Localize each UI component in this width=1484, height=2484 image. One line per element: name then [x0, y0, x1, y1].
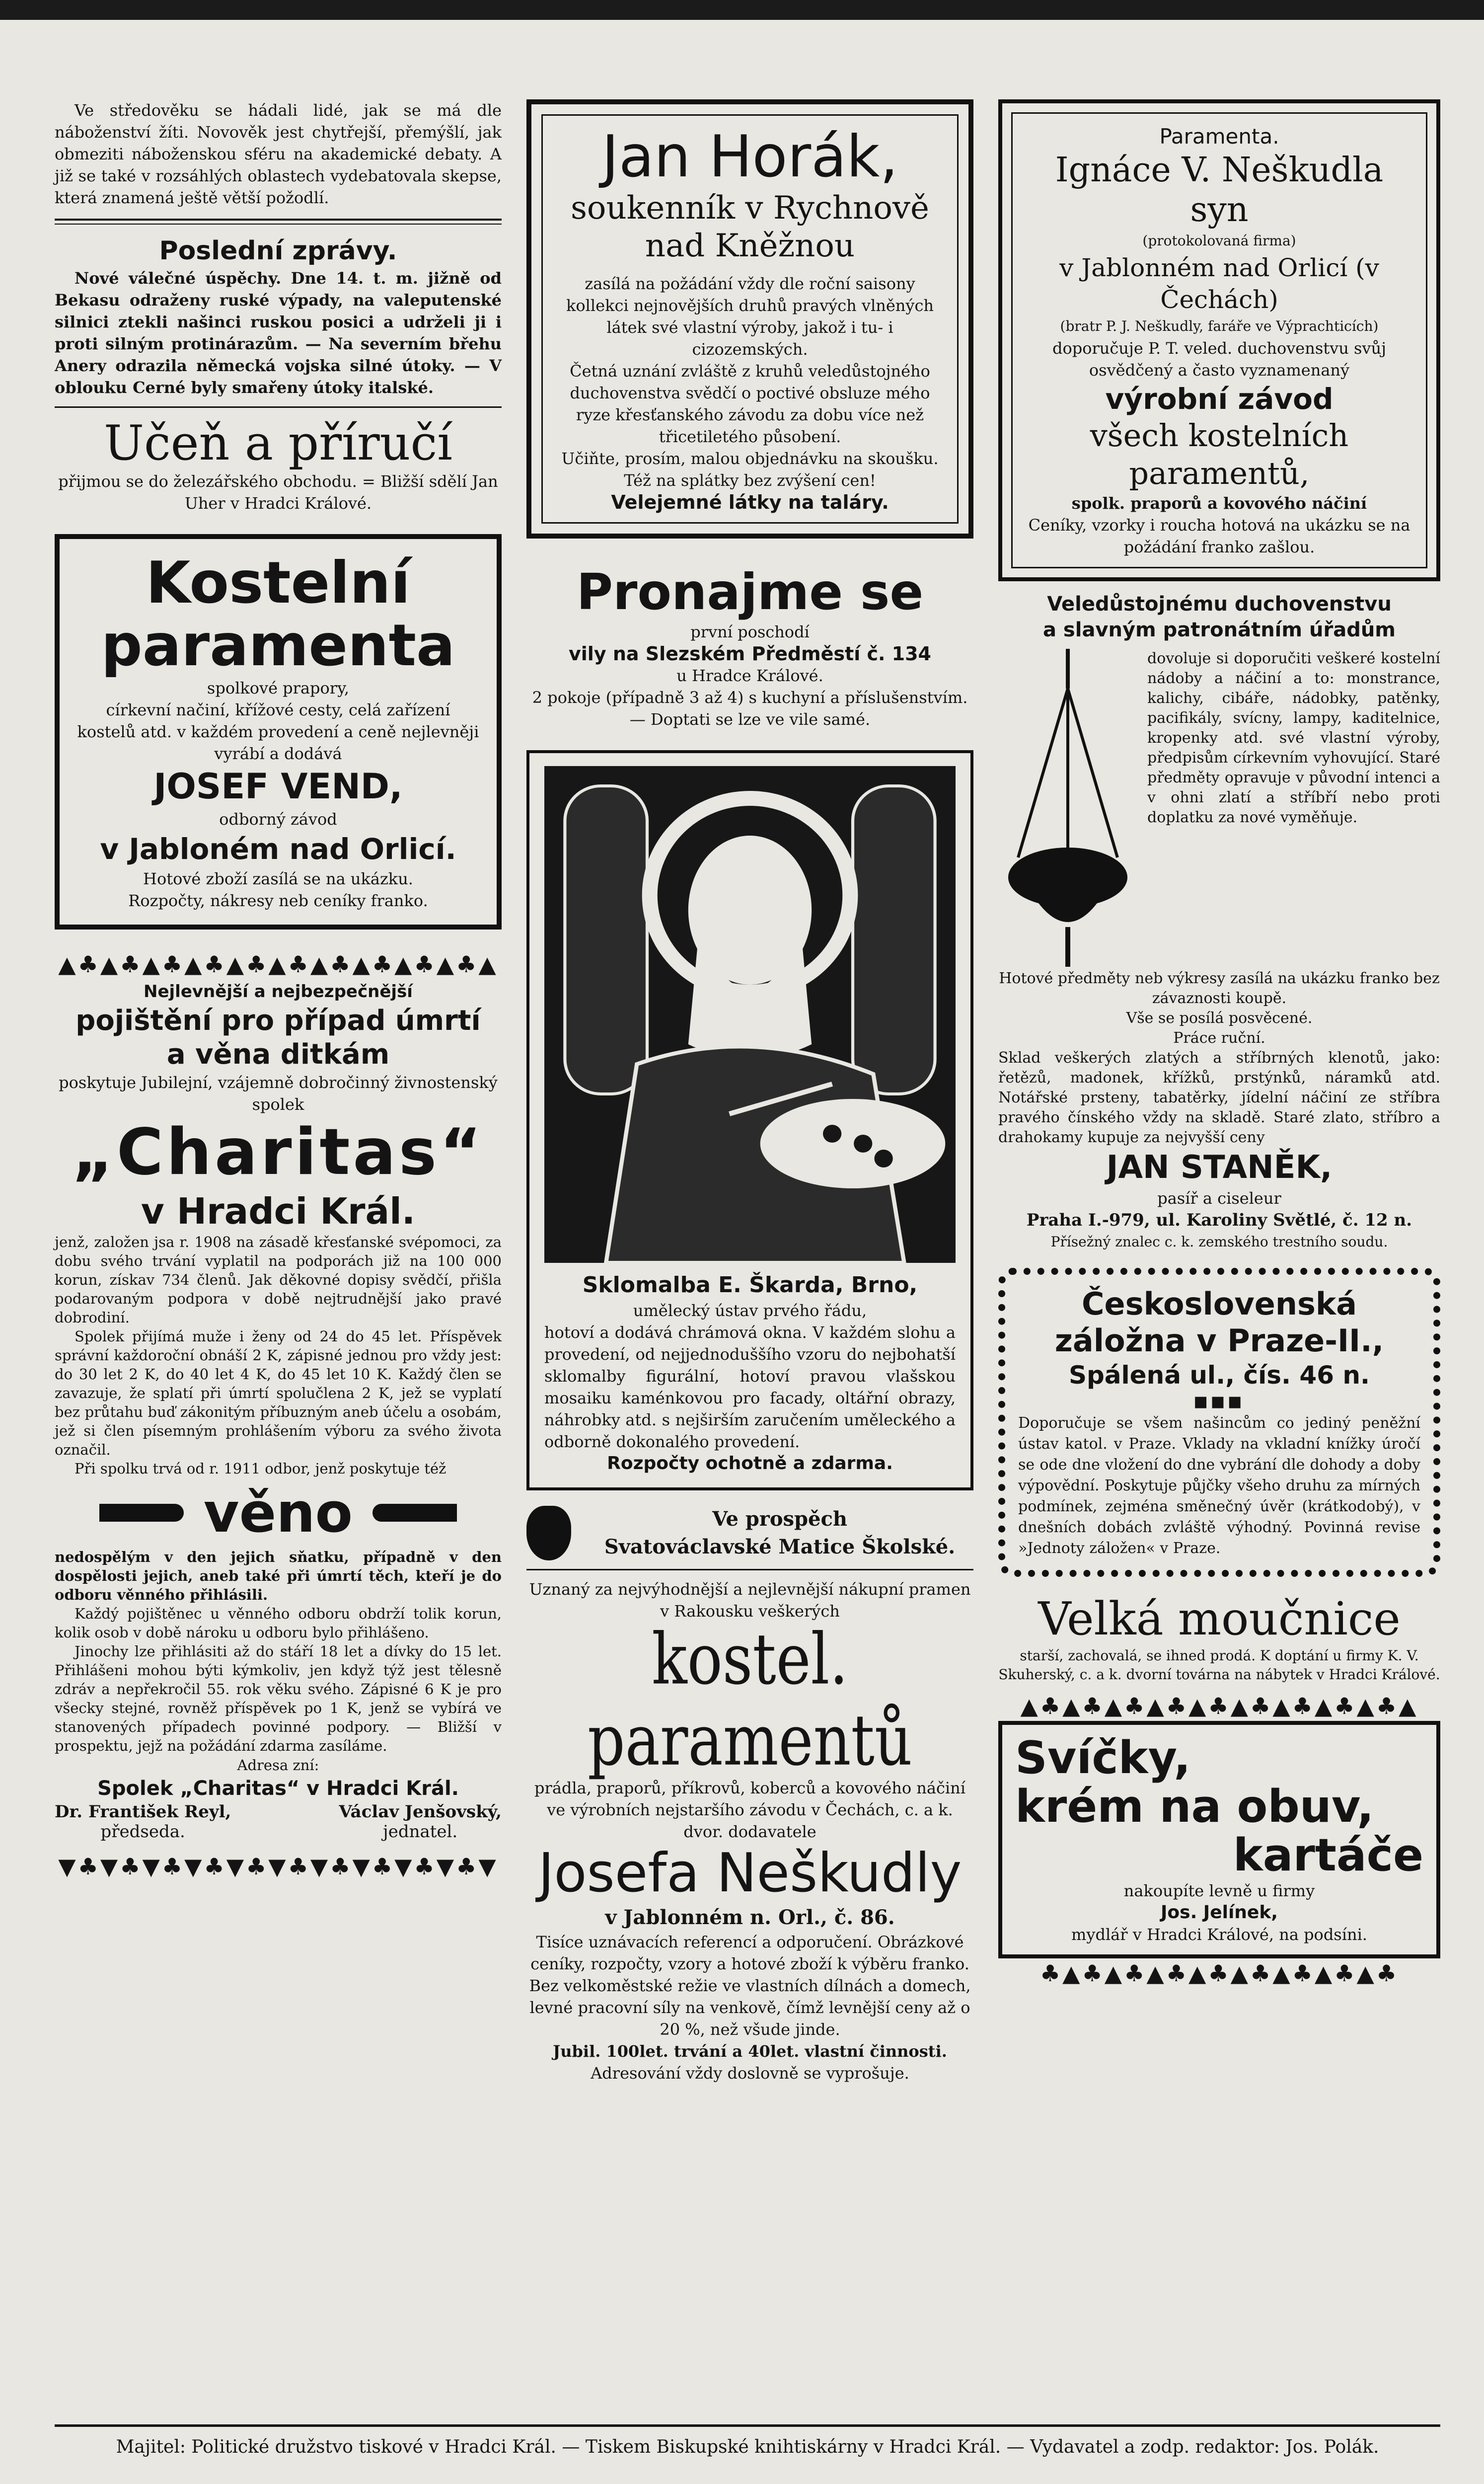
- stanek-text-4: Práce ruční.: [1173, 1029, 1265, 1047]
- vend-firm: odborný závod: [219, 810, 337, 829]
- zalozna-line-2: záložna v Praze-II.,: [1054, 1322, 1384, 1359]
- paramenta-big-2: všech kostelních paramentů,: [1090, 417, 1349, 491]
- neskudla-name: Josefa Neškudly: [538, 1842, 962, 1904]
- zalozna-advert: [998, 1268, 1440, 1577]
- horak-name: Jan Horák,: [601, 123, 898, 190]
- divider: [55, 219, 502, 225]
- charitas-body-1: jenž, založen jsa r. 1908 na zásadě křesťanské svépomoci, za dobu svého trvání vyplatil na podporách již na 100 000 korun, získav 734 členů. Jak děkovné dopisy svědčí, přišla podarovaným podpora v době nejtrudnější jako pravé dobrodiní.: [55, 1234, 502, 1326]
- charitas-provides: poskytuje Jubilejní, vzájemně dobročinný živnostenský spolek: [59, 1073, 498, 1114]
- charitas-body-4: nedospělým v den jejich sňatku, případně v den dospělosti jejich, aneb také při úmrtí těch, kteří je do odboru věnného přihlásili.: [55, 1549, 502, 1603]
- zalozna-line-3: Spálená ul., čís. 46 n.: [1069, 1361, 1370, 1390]
- zalozna-line-1: Československá: [1082, 1286, 1357, 1322]
- glass-advert: [526, 750, 973, 1490]
- paramenta-reg: (protokolovaná firma): [1142, 233, 1296, 249]
- top-border: [0, 0, 1484, 20]
- vend-line-3: Hotové zboží zasílá se na ukázku.: [143, 869, 413, 888]
- glass-text-3: Rozpočty ochotně a zdarma.: [607, 1453, 893, 1474]
- matice-line-2: Svatováclavské Matice Školské.: [604, 1535, 956, 1558]
- stanek-text-3: Vše se posílá posvěcené.: [1126, 1009, 1313, 1027]
- stanek-text-2: Hotové předměty neb výkresy zasílá na ukázku franko bez závaznosti koupě.: [999, 970, 1440, 1007]
- vend-title-1: Kostelní: [146, 549, 411, 617]
- neskudla-intro: Uznaný za nejvýhodnější a nejlevnější nákupní pramen v Rakousku veškerých: [529, 1580, 971, 1621]
- vend-line-1: spolkové prapory,: [207, 679, 350, 698]
- paramenta-advert: [998, 99, 1440, 581]
- signature-chair: Dr. František Reyl,: [55, 1802, 231, 1822]
- stained-glass-illustration: [544, 766, 956, 1263]
- charitas-sub-1: pojištění pro případ úmrtí: [75, 1005, 481, 1037]
- neskudla-text-1: prádla, praporů, příkrovů, koberců a kovového náčiní ve výrobních nejstaršího závodu v Čechách, c. a k. dvor. dodavatele: [534, 1779, 965, 1841]
- column-right: [998, 99, 1440, 1988]
- horak-text-1: zasílá na požádání vždy dle roční saisony kollekci nejnovějších druhů pravých vlněných látek své vlastní výroby, jakož i tu- i cizozemských.: [566, 274, 934, 359]
- jelinek-name: Jos. Jelínek,: [1161, 1902, 1278, 1923]
- charitas-body-6: Jinochy lze přihlásiti až do stáří 18 let a dívky do 15 let. Přihlášeni mohou býti kýmkoliv, jen když týž jest tělesně zdráv a nepřekročil 55. rok věku svého. Zápisné 6 K je pro všecky stejné, rovněž příspěvek po 1 K, jenž se vybírá ve stanovených případech povinné podpory. — Bližší v prospektu, jejž na požádání zdarma zasíláme.: [55, 1643, 502, 1754]
- divider: [55, 406, 502, 408]
- eagle-emblem-icon: [526, 1506, 571, 1560]
- stanek-head-2: a slavným patronátním úřadům: [1043, 619, 1396, 641]
- zalozna-text: Doporučuje se všem našincům co jediný peněžní ústav katol. v Praze. Vklady na vkladní knížky úročí se ode dne vložení do dne vybrání dle dohody a doby výpovědní. Poskytuje půjčky všeho druhu za mírných podmínek, zejména směnečný úvěr (krátkodobý), v dnešních dobách zvláště výhodný. Povinná revise »Jednoty záložen« v Praze.: [1018, 1414, 1420, 1557]
- imprint-footer: Majitel: Politické družstvo tiskové v Hradci Král. — Tiskem Biskupské knihtiskárny v Hradci Král. — Vydavatel a zodp. redaktor: Jos. Polák.: [55, 2424, 1440, 2457]
- moucnice-advert: [998, 1592, 1440, 1684]
- stanek-address: Praha I.-979, ul. Karoliny Světlé, č. 12 n.: [1026, 1210, 1412, 1230]
- neskudla-place: v Jablonném n. Orl., č. 86.: [605, 1906, 895, 1929]
- veno-heading: [55, 1483, 502, 1543]
- jelinek-text-1: nakoupíte levně u firmy: [1123, 1881, 1315, 1900]
- news-text: Nové válečné úspěchy. Dne 14. t. m. jižně od Bekasu odraženy ruské výpady, na valeputenské silnici ztekli našinci ruskou posici a udrželi ji i proti silným protinárazům. — Na severním břehu Anery odrazila německá vojska silné útoky. — V oblouku Cerné byly smařeny útoky italské.: [55, 269, 502, 397]
- jelinek-line-1: Svíčky,: [1015, 1732, 1191, 1784]
- signature-chair-role: předseda.: [100, 1822, 185, 1842]
- charitas-body-3: Při spolku trvá od r. 1911 odbor, jenž poskytuje též: [74, 1460, 446, 1477]
- ornament-row: ▼♣▼♣▼♣▼♣▼♣▼♣▼♣▼♣▼♣▼♣▼: [58, 1853, 498, 1880]
- vend-advert: [55, 534, 502, 930]
- paramenta-top: Paramenta.: [1159, 124, 1279, 149]
- hanging-lamp-icon: [998, 649, 1137, 967]
- stanek-name: JAN STANĚK,: [1106, 1149, 1333, 1186]
- intro-paragraph: Ve středověku se hádali lidé, jak se má dle náboženství žíti. Novověk jest chytřejší, přemýšlí, jak obmeziti náboženskou sféru na akademické debaty. A již se také v rozsáhlých oblastech vydebatovala skepse, která znamená ještě větší požodlí.: [55, 101, 502, 207]
- paramenta-text-2: spolk. praporů a kovového náčiní: [1071, 494, 1367, 513]
- vend-line-2: církevní načiní, křížové cesty, celá zařízení kostelů atd. v každém provedení a ceně nejlevněji vyrábí a dodává: [77, 700, 479, 763]
- pointing-hand-icon: [99, 1504, 184, 1522]
- horak-text-3: Učiňte, prosím, malou objednávku na skoušku.: [561, 449, 939, 468]
- charitas-body-5: Každý pojištěnec u věnného odboru obdrží tolik korun, kolik osob v době nároku u odboru bylo přihlášeno.: [55, 1605, 502, 1641]
- rent-line-3: u Hradce Králové.: [676, 666, 823, 685]
- rent-title: Pronajme se: [576, 563, 924, 621]
- signature-secretary: Václav Jenšovský,: [339, 1802, 502, 1822]
- neskudla-text-2: Tisíce uznávacích referencí a odporučení. Obrázkové ceníky, rozpočty, vzory a hotové zboží k výběru franko.: [530, 1933, 969, 1973]
- stanek-advert: [998, 591, 1440, 1253]
- matice-line-1: Ve prospěch: [712, 1507, 847, 1531]
- stanek-expert: Přísežný znalec c. k. zemského trestního soudu.: [1050, 1234, 1388, 1250]
- column-middle: [526, 99, 973, 2084]
- painter-illustration-icon: [544, 766, 956, 1263]
- ornament-row: ▲♣▲♣▲♣▲♣▲♣▲♣▲♣▲♣▲♣▲: [1020, 1693, 1418, 1719]
- rent-advert: [526, 563, 973, 730]
- charitas-name: „Charitas“: [72, 1115, 485, 1189]
- paramenta-place: v Jablonném nad Orlicí (v Čechách): [1059, 253, 1379, 314]
- paramenta-text-3: Ceníky, vzorky i roucha hotová na ukázku se na požádání franko zašlou.: [1028, 516, 1410, 556]
- moucnice-title: Velká moučnice: [1038, 1592, 1401, 1645]
- moucnice-text: starší, zachovalá, se ihned prodá. K doptání u firmy K. V. Skuherský, c. a k. dvorní továrna na nábytek v Hradci Králové.: [998, 1647, 1440, 1683]
- vend-place: v Jabloném nad Orlicí.: [100, 832, 456, 866]
- divider: [526, 1569, 973, 1570]
- horak-text-5: Velejemné látky na taláry.: [611, 491, 889, 513]
- paramenta-text-1: doporučuje P. T. veled. duchovenstvu svůj osvědčený a často vyznamenaný: [1052, 339, 1387, 380]
- neskudla-big: kostel. paramentů: [588, 1618, 912, 1782]
- neskudla-text-5: Adresování vždy doslovně se vyprošuje.: [591, 2064, 909, 2083]
- ornament-row: ♣▲♣▲♣▲♣▲♣▲♣▲♣▲♣▲♣: [1039, 1960, 1399, 1987]
- rent-line-1: první poschodí: [690, 622, 810, 641]
- horak-text-4: Též na splátky bez zvýšení cen!: [624, 471, 876, 490]
- horak-advert: [526, 99, 973, 539]
- jelinek-line-2: krém na obuv,: [1015, 1781, 1374, 1833]
- charitas-sub-2: a věna ditkám: [166, 1038, 390, 1071]
- charitas-city: v Hradci Král.: [141, 1190, 416, 1232]
- matice-notice: [526, 1505, 973, 1561]
- glass-text-1: umělecký ústav prvého řádu,: [633, 1301, 867, 1320]
- glass-title: Sklomalba E. Škarda, Brno,: [582, 1272, 918, 1298]
- charitas-body-2: Spolek přijímá muže i ženy od 24 do 45 let. Příspěvek správní každoroční obnáší 2 K, zápisné jednou pro vždy jest: do 30 let 2 K, do 40 let 4 K, do 45 let 10 K. Každý člen se zavazuje, že splatí při úmrtí spolučlena 2 K, jež se vyplatí bez průtahu buď zákonitým příbuzným aneb účelu a osobám, jež si člen písemným prohlášením výboru za svého života označil.: [55, 1328, 502, 1458]
- zalozna-marks: ■■■: [1193, 1393, 1245, 1410]
- paramenta-brother: (bratr P. J. Neškudly, faráře ve Výprachticích): [1060, 318, 1379, 334]
- charitas-address: Spolek „Charitas“ v Hradci Král.: [97, 1777, 459, 1800]
- charitas-signatures: [55, 1802, 502, 1842]
- paramenta-name: Ignáce V. Neškudla syn: [1055, 151, 1384, 230]
- stanek-head-1: Veledůstojnému duchovenstvu: [1047, 593, 1392, 616]
- horak-title: soukenník v Rychnově nad Kněžnou: [571, 190, 929, 264]
- charitas-head: Nejlevnější a nejbezpečnější: [144, 982, 413, 1002]
- apprentice-text: přijmou se do železářského obchodu. = Bližší sdělí Jan Uher v Hradci Králové.: [58, 472, 498, 513]
- lamp-illustration: [998, 649, 1137, 969]
- vend-line-4: Rozpočty, nákresy neb ceníky franko.: [128, 891, 428, 910]
- horak-text-2: Četná uznání zvláště z kruhů veledůstojného duchovenstva svědčí o poctivé obsluze mého ryze křesťanského závodu za dobu více než třicetiletého působení.: [570, 362, 930, 446]
- vend-name: JOSEF VEND,: [153, 766, 403, 807]
- veno-title: věno: [203, 1481, 353, 1545]
- glass-text-2: hotoví a dodává chrámová okna. V každém slohu a provedení, od nejjednoduššího vzoru do nejbohatší sklomalby figurální, hotoví pravou vlašskou mosaiku kaménkovou pro facady, oltářní obrazy, náhrobky atd. s nejširším zaručením uměleckého a odborně dokonalého provedení.: [544, 1323, 956, 1451]
- neskudla-text-3: Bez velkoměstské režie ve vlastních dílnách a domech, levné pracovní síly na venkově, čímž levnější ceny až o 20 %, než všude jinde.: [529, 1976, 971, 2039]
- rent-line-4: 2 pokoje (případně 3 až 4) s kuchyní a příslušenstvím. — Doptati se lze ve vile samé.: [532, 688, 968, 729]
- stanek-text-1: dovoluje si doporučiti veškeré kostelní nádoby a náčiní a to: monstrance, kalichy, cibáře, nádobky, patěnky, pacifikály, svícny, lampy, kaditelnice, kropenky atd. své vlastní výroby, předpisům církevním vyhovující. Staré předměty opravuje v původní intenci a v ohni zlatí a stříbří nebo proti doplatku za nové vyměňuje.: [1147, 650, 1440, 826]
- rent-line-2: vily na Slezském Předměstí č. 134: [569, 643, 931, 665]
- ornament-row: ▲♣▲♣▲♣▲♣▲♣▲♣▲♣▲♣▲♣▲♣▲: [58, 951, 498, 978]
- stanek-text-5: Sklad veškerých zlatých a stříbrných klenotů, jako: řetězů, madonek, křížků, prstýnků, náramků atd. Notářské prsteny, tabatěrky, jídelní náčiní ze stříbra pravého čínského vždy na skladě. Staré zlato, stříbro a drahokamy kupuje za nejvyšší ceny: [998, 1049, 1440, 1146]
- jelinek-text-2: mydlář v Hradci Králové, na podsíni.: [1071, 1925, 1367, 1944]
- pointing-hand-icon: [372, 1504, 457, 1522]
- news-title: Poslední zprávy.: [159, 236, 397, 266]
- paramenta-big-1: výrobní závod: [1105, 382, 1334, 416]
- neskudla-text-4: Jubil. 100let. trvání a 40let. vlastní činnosti.: [553, 2042, 947, 2061]
- neskudla-advert: [526, 1578, 973, 2084]
- stanek-role: pasíř a ciseleur: [1157, 1189, 1281, 1208]
- charitas-address-label: Adresa zní:: [237, 1757, 319, 1774]
- apprentice-title: Učeň a příručí: [104, 415, 452, 471]
- column-left: [55, 99, 502, 1881]
- jelinek-line-3: kartáče: [1233, 1829, 1423, 1881]
- vend-title-2: paramenta: [101, 612, 455, 679]
- signature-secretary-role: jednatel.: [383, 1822, 458, 1842]
- jelinek-advert: [998, 1721, 1440, 1958]
